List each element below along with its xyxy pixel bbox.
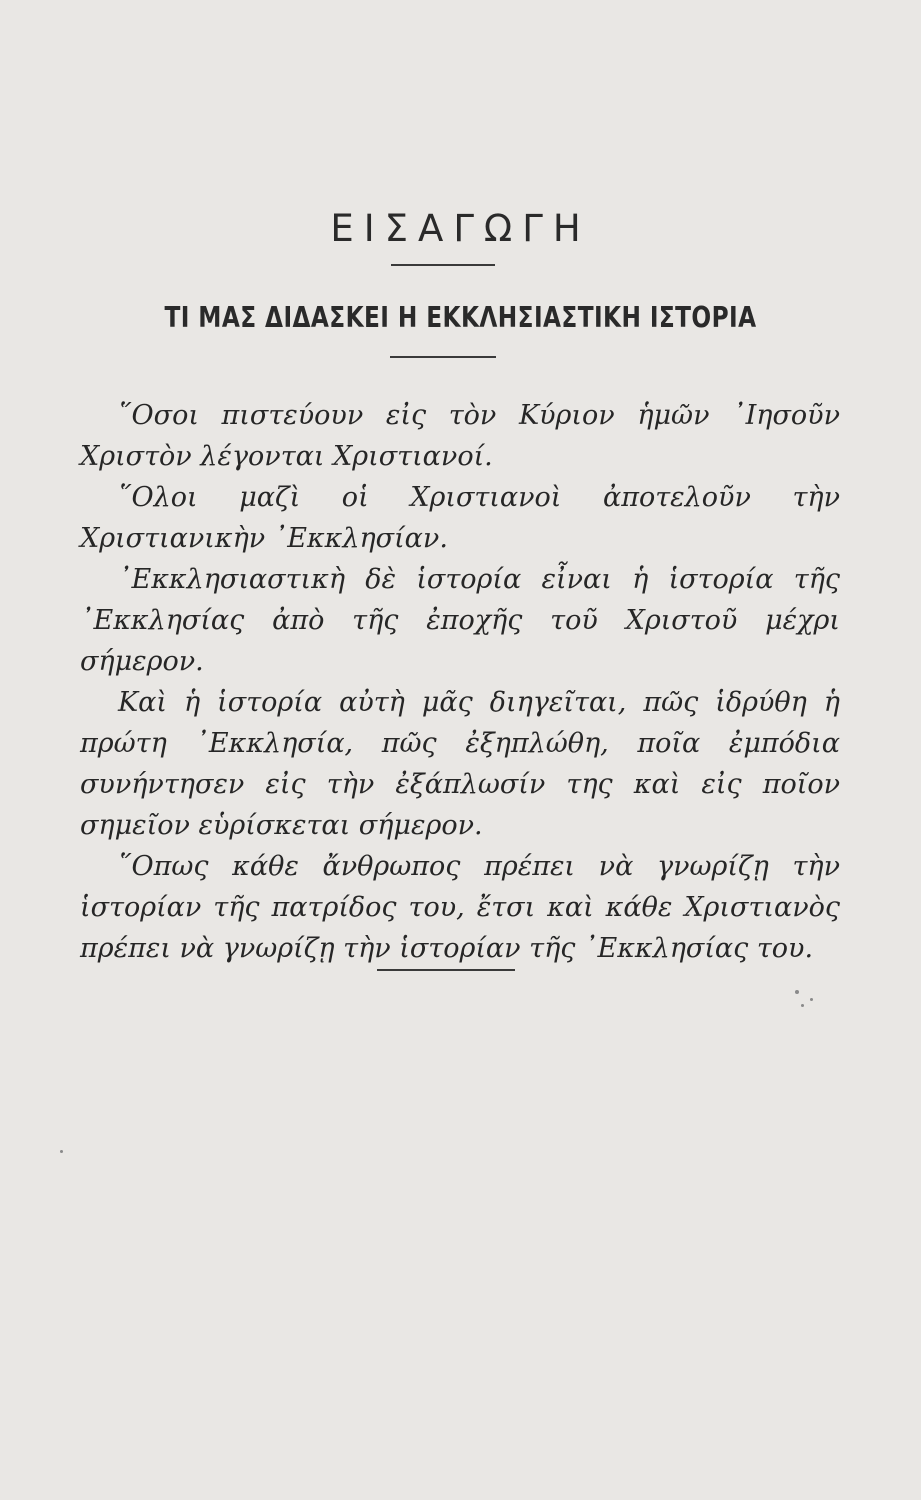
paper-speck [795,990,799,994]
paragraph-1: ῞Οσοι πιστεύουν εἰς τὸν Κύριον ἡμῶν ᾿Ιησοῦν Χριστὸν λέγονται Χριστιανοί. [80,400,840,472]
body-text [80,395,840,969]
paragraph-5: ῞Οπως κάθε ἄνθρωπος πρέπει νὰ γνωρίζῃ τὴν ἱστορίαν τῆς πατρίδος του, ἔτσι καὶ κάθε Χριστιανὸς πρέπει νὰ γνωρίζῃ τὴν ἱστορίαν τῆς ᾿Εκκλησίας του. [80,851,840,964]
paper-speck [810,998,813,1001]
end-divider [377,969,515,971]
chapter-subtitle: ΤΙ ΜΑΣ ΔΙΔΑΣΚΕΙ Η ΕΚΚΛΗΣΙΑΣΤΙΚΗ ΙΣΤΟΡΙΑ [164,301,757,334]
paper-speck [801,1004,804,1007]
paragraph-2: ῞Ολοι μαζὶ οἱ Χριστιανοὶ ἀποτελοῦν τὴν Χριστιανικὴν ᾿Εκκλησίαν. [80,482,840,554]
paragraph-4: Καὶ ἡ ἱστορία αὐτὴ μᾶς διηγεῖται, πῶς ἱδρύθη ἡ πρώτη ᾿Εκκλησία, πῶς ἐξηπλώθη, ποῖα ἐμπόδια συνήντησεν εἰς τὴν ἐξάπλωσίν της καὶ εἰς ποῖον σημεῖον εὑρίσκεται σήμερον. [80,687,840,841]
paper-speck [60,1150,63,1153]
section-title: ΕΙΣΑΓΩΓΗ [330,207,591,250]
title-divider [391,264,495,266]
paragraph-3: ᾿Εκκλησιαστικὴ δὲ ἱστορία εἶναι ἡ ἱστορία τῆς ᾿Εκκλησίας ἀπὸ τῆς ἐποχῆς τοῦ Χριστοῦ μέχρι σήμερον. [80,564,840,677]
subtitle-divider [390,356,496,358]
